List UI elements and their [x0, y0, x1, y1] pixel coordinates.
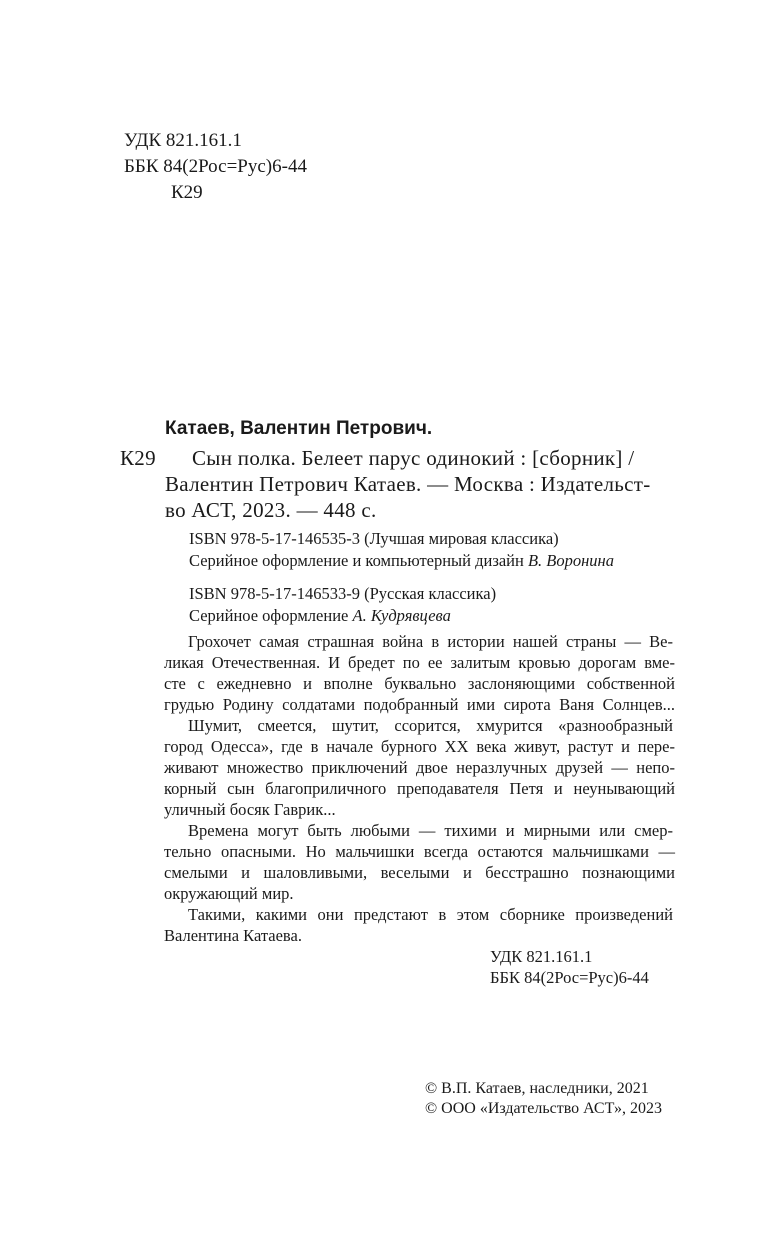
annotation-line: уличный босяк Гаврик... [164, 800, 336, 819]
design-credit-2-label: Серийное оформление [189, 606, 353, 625]
title-line-3: во АСТ, 2023. — 448 с. [165, 498, 377, 522]
design-credit-1-label: Серийное оформление и компьютерный дизайн [189, 551, 528, 570]
annotation-line: город Одесса», где в начале бурного XX века живут, растут и пере- [164, 737, 675, 756]
annotation-line: корный сын благоприличного преподавателя Петя и неунывающий [164, 779, 675, 798]
annotation-line: Грохочет самая страшная война в истории нашей страны — Ве- [188, 632, 673, 651]
author-heading: Катаев, Валентин Петрович. [165, 418, 433, 439]
designer-1-name: В. Воронина [527, 551, 614, 570]
record-author-mark: К29 [120, 446, 156, 470]
isbn-series-2: ISBN 978-5-17-146533-9 (Русская классика) [189, 584, 497, 603]
annotation-line: сте с ежедневно и вполне буквально заслоняющими собственной [164, 674, 675, 693]
title-line-2: Валентин Петрович Катаев. — Москва : Издательст- [165, 472, 651, 496]
annotation-line: тельно опасными. Но мальчишки всегда остаются мальчишками — [164, 842, 675, 861]
annotation-line: Валентина Катаева. [164, 926, 302, 945]
annotation-line: ликая Отечественная. И бредет по ее залитым кровью дорогам вме- [164, 653, 675, 672]
annotation-line: окружающий мир. [164, 884, 294, 903]
bbk-code-bottom: ББК 84(2Рос=Рус)6-44 [490, 968, 649, 987]
title-line-1: Сын полка. Белеет парус одинокий : [сборник] / [192, 446, 635, 470]
design-credit-1 [189, 551, 614, 571]
copyright-author: © В.П. Катаев, наследники, 2021 [425, 1080, 649, 1097]
udk-code: УДК 821.161.1 [124, 130, 242, 151]
isbn-series-1: ISBN 978-5-17-146535-3 (Лучшая мировая классика) [189, 529, 559, 548]
copyright-publisher: © ООО «Издательство АСТ», 2023 [425, 1100, 662, 1117]
annotation-line: Шумит, смеется, шутит, ссорится, хмурится «разнообразный [188, 716, 673, 735]
annotation-line: Времена могут быть любыми — тихими и мирными или смер- [188, 821, 673, 840]
bbk-code: ББК 84(2Рос=Рус)6-44 [124, 156, 307, 177]
annotation-line: грудью Родину солдатами подобранный ими сирота Ваня Солнцев... [164, 695, 675, 714]
annotation-line: живают множество приключений двое неразлучных друзей — непо- [164, 758, 675, 777]
author-mark: К29 [171, 182, 203, 203]
design-credit-2 [189, 606, 451, 626]
udk-code-bottom: УДК 821.161.1 [490, 947, 593, 966]
designer-2-name: А. Кудрявцева [352, 606, 451, 625]
annotation-line: Такими, какими они предстают в этом сборнике произведений [188, 905, 673, 924]
annotation-line: смелыми и шаловливыми, веселыми и бесстрашно познающими [164, 863, 675, 882]
